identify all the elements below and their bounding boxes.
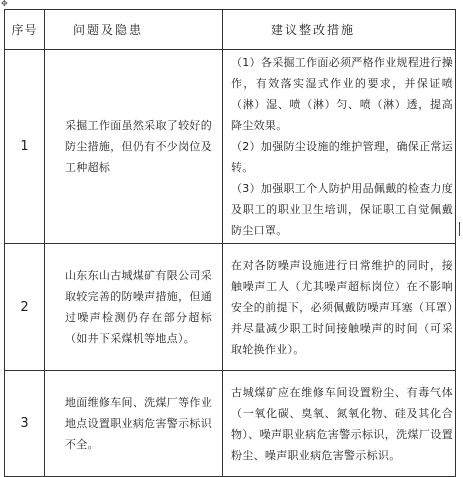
measure-item: （2）加强防尘设施的维护管理，确保正常运转。 — [231, 140, 453, 174]
measures-cell — [223, 244, 456, 371]
row-number: 1 — [5, 50, 45, 244]
row-number: 2 — [5, 244, 45, 371]
rectification-table — [4, 9, 456, 477]
header-row — [5, 10, 456, 50]
table-anchor-icon[interactable]: ✥ — [1, 0, 8, 8]
table-row — [5, 244, 456, 371]
measure-item: 古城煤矿应在维修车间设置粉尘、有毒气体（一氧化碳、臭氧、氮氧化物、硅及其化合物）、噪声职业病危害警示标识，洗煤厂设置粉尘、噪声职业病危害警示标识。 — [231, 385, 453, 462]
measure-item: （1）各采掘工作面必须严格作业规程进行操作，有效落实湿式作业的要求，并保证喷（淋）湿、喷（淋）匀、喷（淋）透，提高降尘效果。 — [231, 56, 453, 132]
measure-item: （3）加强职工个人防护用品佩戴的检查力度及职工的职业卫生培训，保证职工自觉佩戴防尘口罩。 — [231, 182, 453, 237]
table-row — [5, 371, 456, 477]
problem-cell: 山东东山古城煤矿有限公司采取较完善的防噪声措施，但通过噪声检测仍存在部分超标（如井下采煤机等地点）。 — [45, 244, 223, 371]
table-row — [5, 50, 456, 244]
header-problem: 问题及隐患 — [45, 10, 223, 50]
problem-cell: 地面维修车间、洗煤厂等作业地点设置职业病危害警示标识不全。 — [45, 371, 223, 477]
measures-cell — [223, 371, 456, 477]
header-number: 序号 — [5, 10, 45, 50]
problem-cell: 采掘工作面虽然采取了较好的防尘措施，但仍有不少岗位及工种超标 — [45, 50, 223, 244]
header-measures: 建议整改措施 — [223, 10, 456, 50]
measures-cell — [223, 50, 456, 244]
row-number: 3 — [5, 371, 45, 477]
measure-item: 在对各防噪声设施进行日常维护的同时，接触噪声工人（尤其噪声超标岗位）在不影响安全的前提下，必须佩戴防噪声耳塞（耳罩）并尽量减少职工时间接触噪声的时间（可采取轮换作业）。 — [231, 258, 453, 356]
text-cursor-icon — [459, 222, 460, 236]
